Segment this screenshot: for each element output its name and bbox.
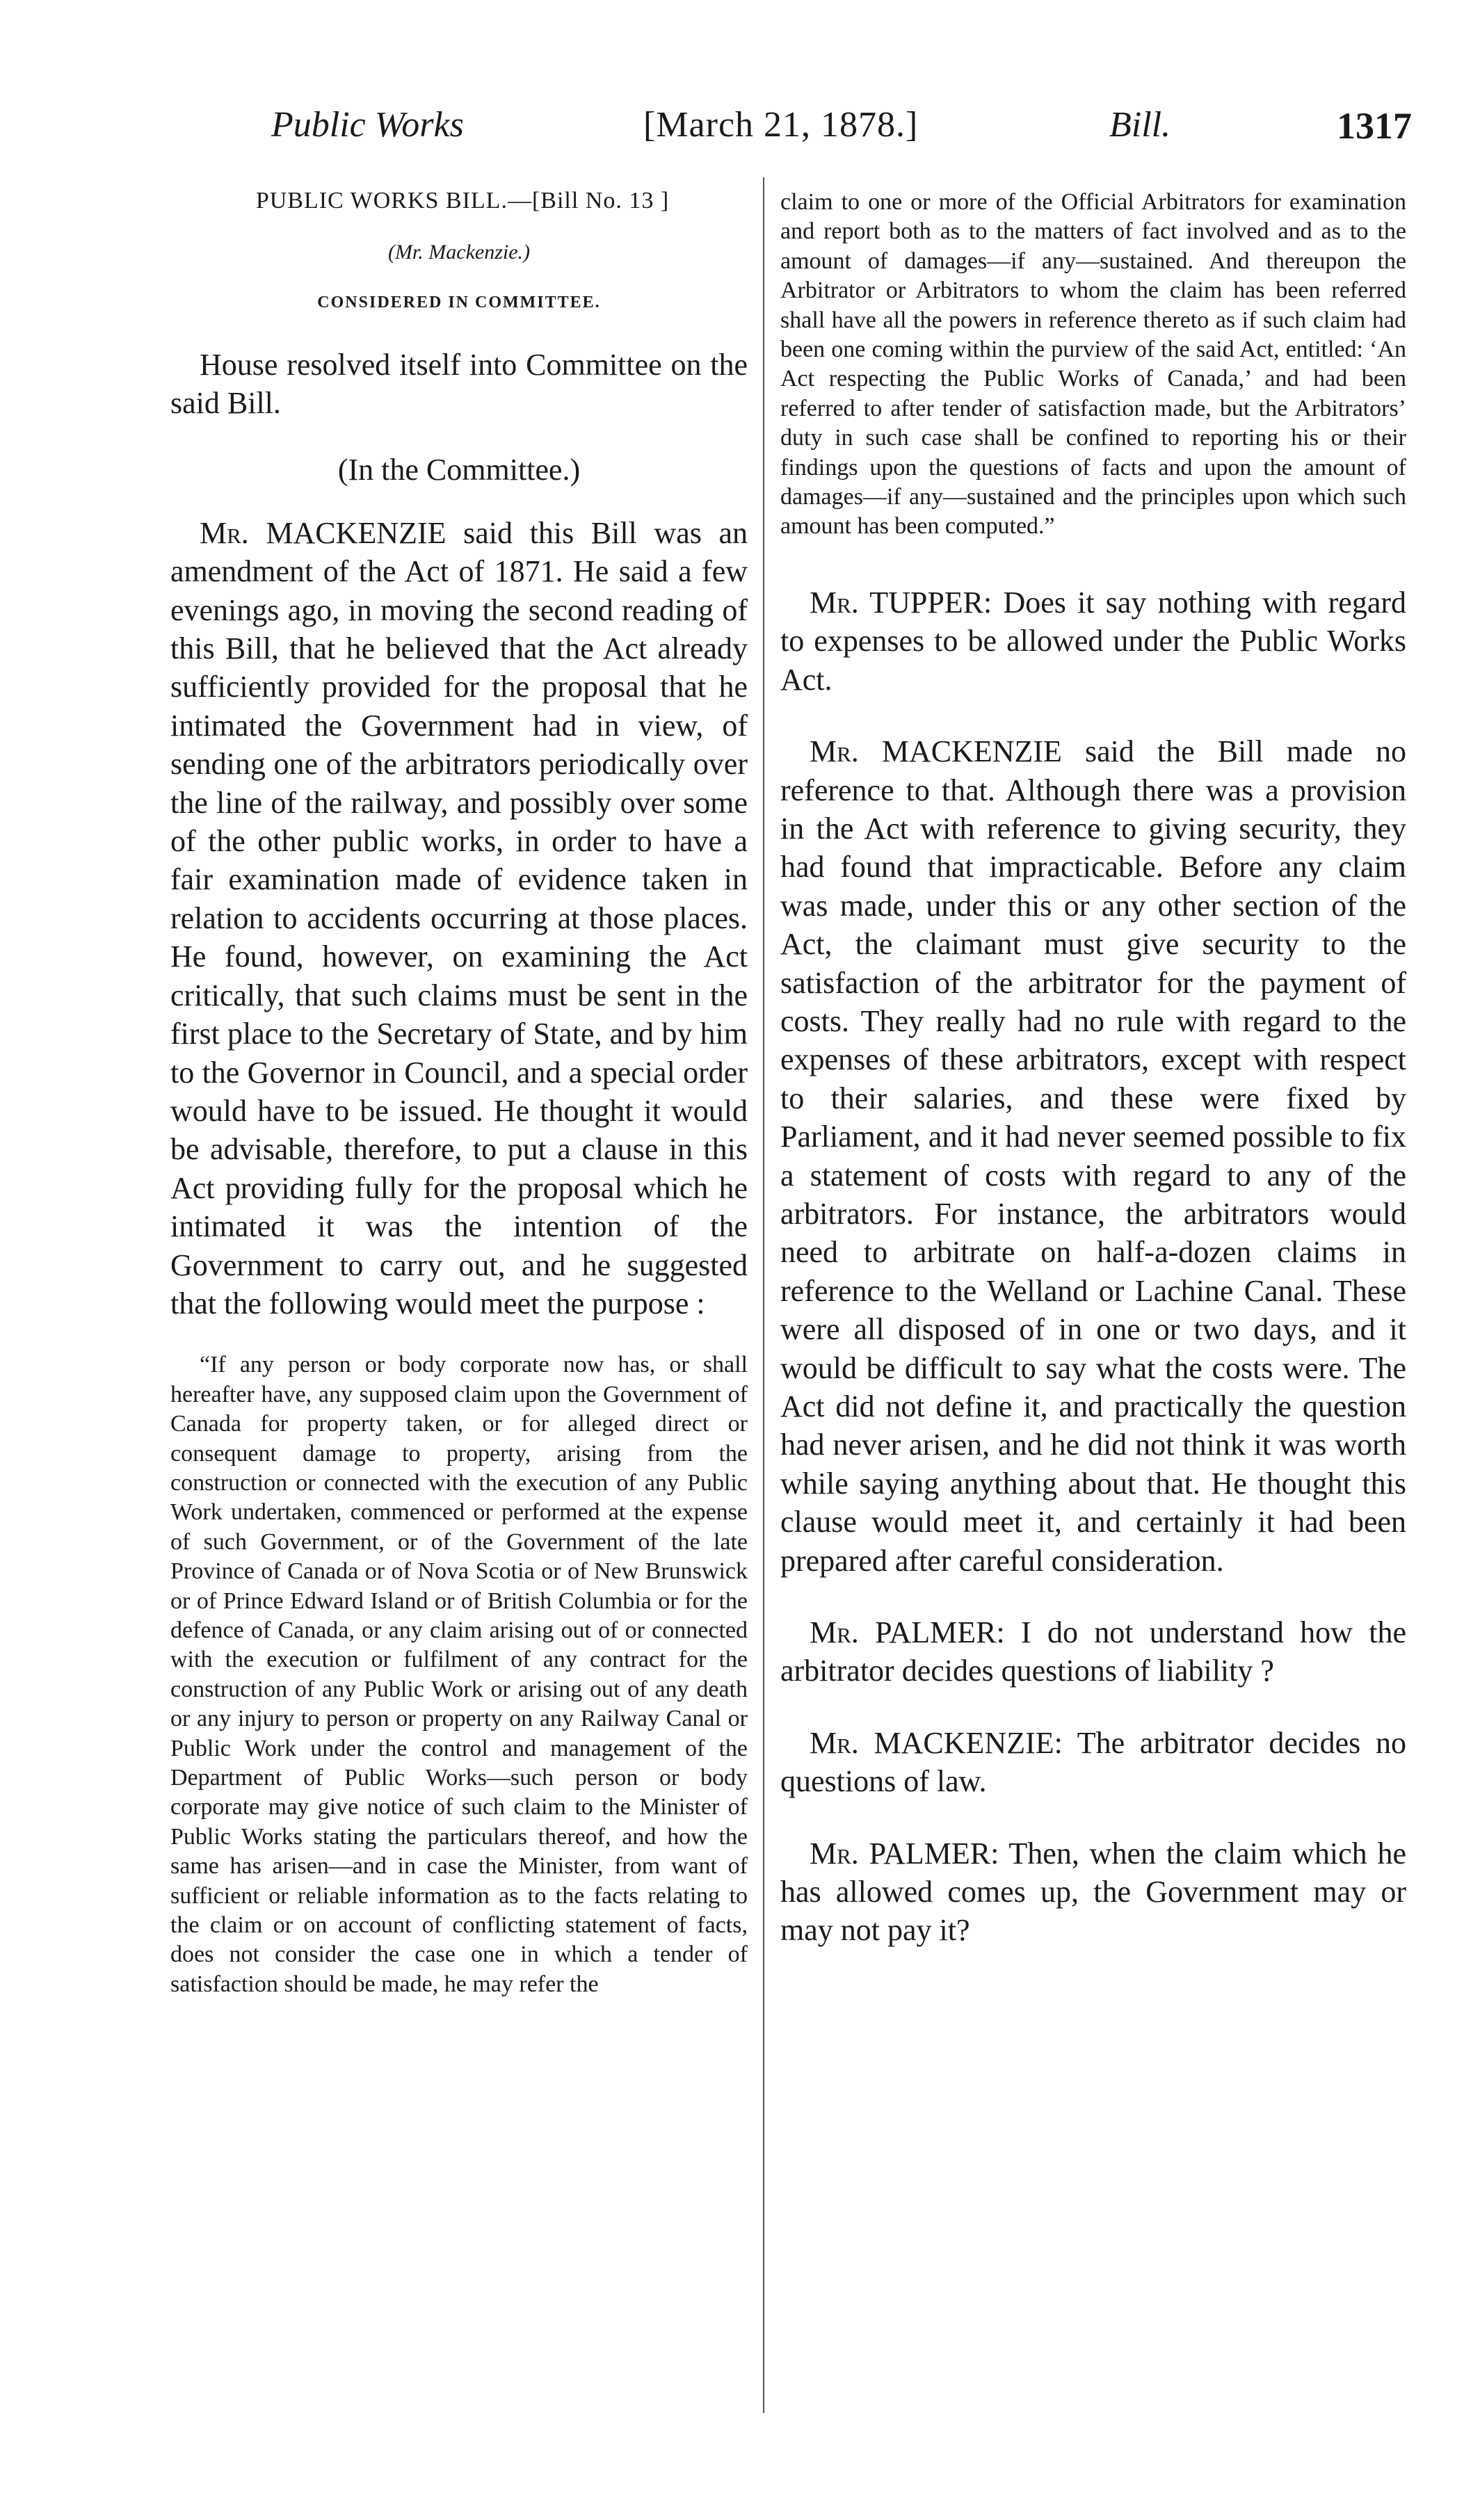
left-column: [170, 188, 748, 1999]
speech-text: : The arbitrator decides no questions of law.: [780, 1725, 1406, 1799]
resolution-paragraph: House resolved itself into Committee on the said Bill.: [170, 348, 748, 421]
speaker-name: Mr. PALMER: [810, 1615, 997, 1650]
running-header: [271, 104, 1412, 160]
header-section-title: Public Works: [271, 105, 464, 145]
speech-text: said the Bill made no reference to that. Although there was a provision in the Act with reference to giving security, they had found that impracticable. Before any claim was made, under this or any other section of the Act, the claimant must give security to the satisfaction of the arbitrator for the payment of costs. They really had no rule with regard to the expenses of these arbitrators, except with respect to their salaries, and these were fixed by Parliament, and it had never seemed possible to fix a statement of costs with regard to any of the arbitrators. For instance, the arbitrators would need to arbitrate on half-a-dozen claims in reference to the Welland or Lachine Canal. These were all disposed of in one or two days, and it would be difficult to say what the costs were. The Act did not define it, and practically the question had never arisen, and he did not think it was worth while saying anything about that. He thought this clause would meet it, and certainly it had been prepared after careful consideration.: [780, 734, 1407, 1578]
speaker-name: Mr. MACKENZIE: [200, 515, 447, 550]
quoted-clause-start: “If any person or body corporate now has, or shall hereafter have, any supposed claim upon the Government of Canada for property taken, or for alleged direct or consequent damage to property, arising from the construction or connected with the execution of any Public Work undertaken, commenced or performed at the expense of such Government, or of the Government of the late Province of Canada or of Nova Scotia or of New Brunswick or of Prince Edward Island or of British Columbia or for the defence of Canada, or any claim arising out of or connected with the execution or fulfilment of any contract for the construction of any Public Work or arising out of any death or any injury to person or property on any Railway Canal or Public Work under the control and management of the Department of Public Works—such person or body corporate may give notice of such claim to the Minister of Public Works stating the particulars thereof, and how the same has arisen—and in case the Minister, from want of sufficient or reliable information as to the facts relating to the claim or on account of conflicting statement of facts, does not consider the case one in which a tender of satisfaction should be made, he may refer the: [170, 1352, 748, 1997]
column-divider: [763, 177, 764, 2413]
speech-text: : Then, when the claim which he has allowed comes up, the Government may or may not pay it?: [780, 1836, 1407, 1948]
speech-palmer-2: [780, 1834, 1406, 1950]
considered-in-committee: CONSIDERED IN COMMITTEE.: [317, 293, 601, 312]
bill-title: PUBLIC WORKS BILL.—[Bill No. 13 ]: [255, 188, 670, 213]
speaker-name: Mr. MACKENZIE: [810, 734, 1062, 769]
speech-mackenzie-2: [780, 732, 1406, 1580]
header-bill-label: Bill.: [1109, 105, 1171, 145]
speech-mackenzie-3: [780, 1724, 1406, 1801]
speech-palmer: [780, 1613, 1406, 1690]
speech-tupper: [780, 583, 1406, 699]
speech-text: said this Bill was an amendment of the Act of 1871. He said a few evenings ago, in moving the second reading of this Bill, that he believed that the Act already sufficiently provided for the proposal that he intimated the Government had in view, of sending one of the arbitrators periodically over the line of the railway, and possibly over some of the other public works, in order to have a fair examination made of evidence taken in relation to accidents occurring at those places. He found, however, on examining the Act critically, that such claims must be sent in the first place to the Secretary of State, and by him to the Governor in Council, and a special order would have to be issued. He thought it would be advisable, therefore, to put a clause in this Act providing fully for the proposal which he intimated it was the intention of the Government to carry out, and he suggested that the following would meet the purpose :: [170, 515, 748, 1320]
right-column: [780, 188, 1406, 1950]
bill-author: (Mr. Mackenzie.): [387, 241, 531, 264]
page-number: 1317: [1337, 105, 1412, 147]
quoted-clause-end: claim to one or more of the Official Arbitrators for examination and report both as to the matters of fact involved and as to the amount of damages—if any—sustained. And thereupon the Arbitrator or Arbitrators to whom the claim has been referred shall have all the powers in reference thereto as if such claim had been one coming within the purview of the said Act, entitled: ‘An Act respecting the Public Works of Canada,’ and had been referred to after tender of satisfaction made, but the Arbitrators’ duty in such case shall be confined to reporting his or their findings upon the questions of facts and upon the amount of damages—if any—sustained and the principles upon which such amount has been computed.”: [780, 189, 1406, 540]
speech-text: : I do not understand how the arbitrator decides questions of liability ?: [780, 1615, 1406, 1688]
in-committee-heading: (In the Committee.): [337, 452, 581, 487]
speaker-name: Mr. TUPPER: [810, 585, 984, 620]
header-date: [March 21, 1878.]: [643, 105, 919, 145]
speech-mackenzie: [170, 514, 748, 1323]
speaker-name: Mr. PALMER: [810, 1836, 991, 1871]
speech-text: : Does it say nothing with regard to expenses to be allowed under the Public Works Act.: [780, 585, 1407, 697]
speaker-name: Mr. MACKENZIE: [810, 1725, 1054, 1760]
